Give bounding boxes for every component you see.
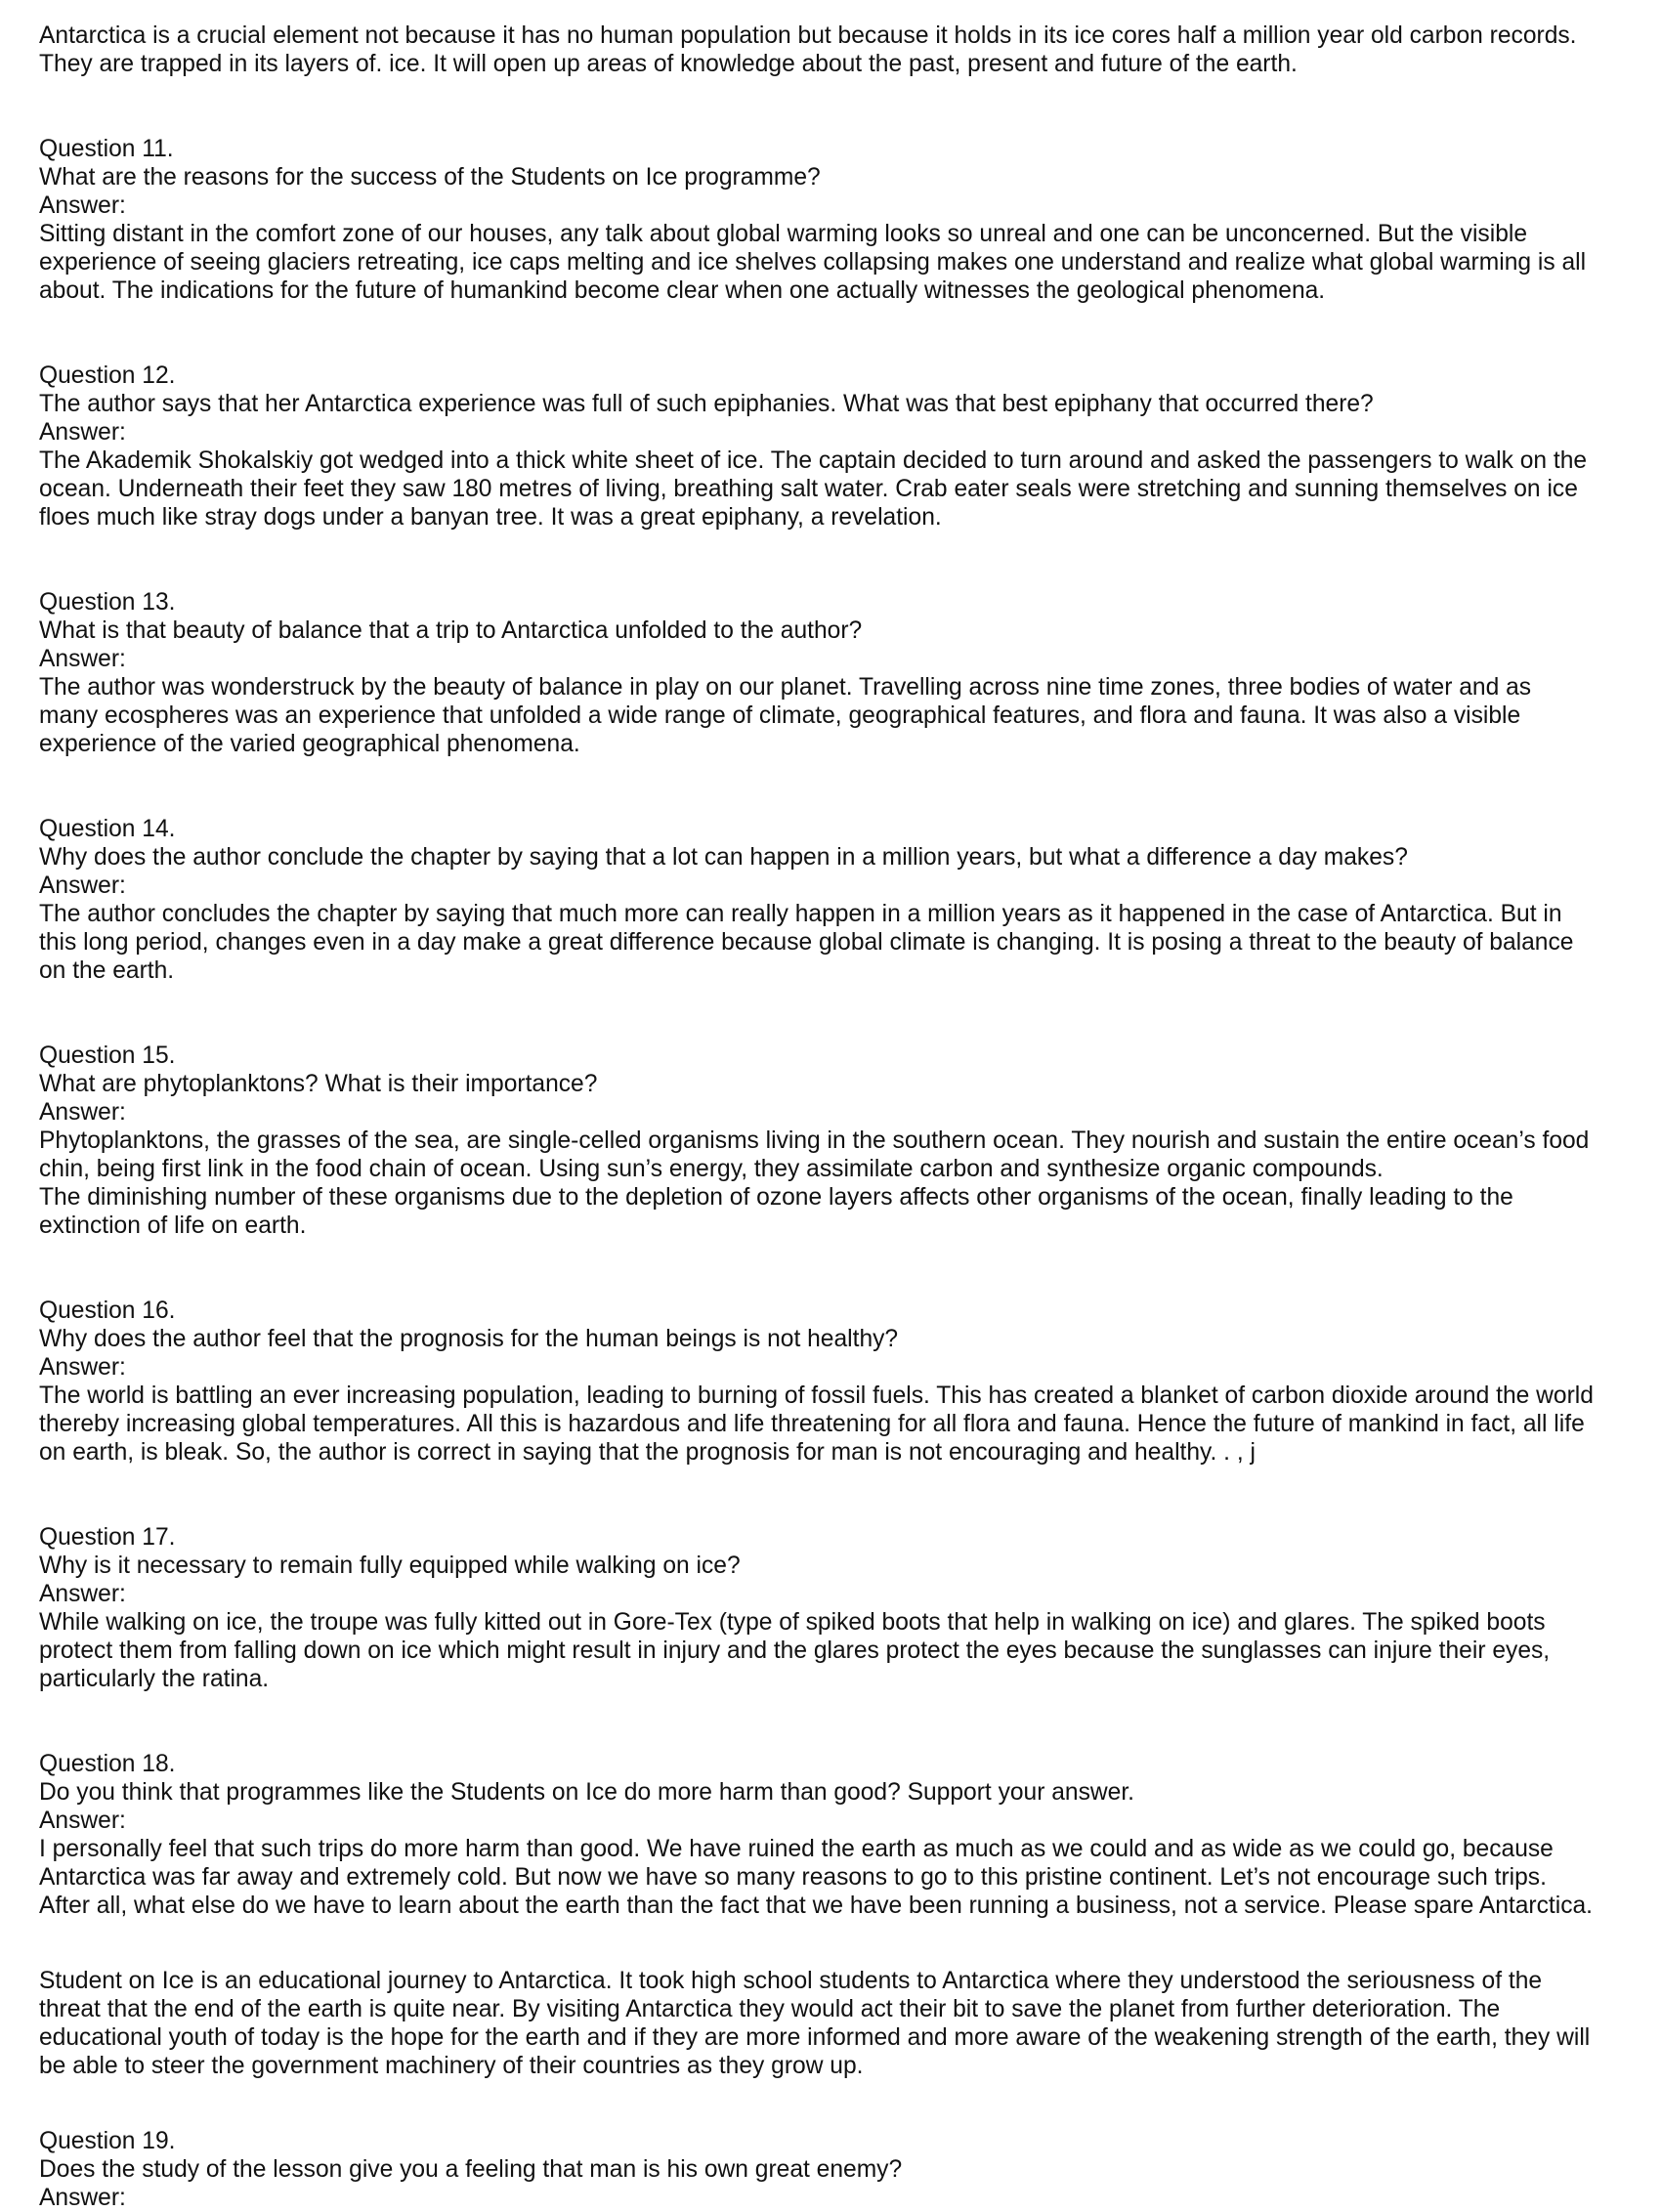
answer-line: The Akademik Shokalskiy got wedged into a thick white sheet of ice. The captain decided to turn around and asked the passengers to walk on the bbox=[39, 447, 1588, 474]
question-text: What are phytoplanktons? What is their importance? bbox=[39, 1071, 598, 1097]
question-block-11 bbox=[39, 135, 1641, 305]
answer-label: Answer: bbox=[39, 1099, 126, 1126]
answer-line: experience of seeing glaciers retreating, ice caps melting and ice shelves collapsing makes one understand and realize what global warming is all bbox=[39, 249, 1587, 276]
answer-line: many ecospheres was an experience that unfolded a wide range of climate, geographical features, and flora and fauna. It was also a visible bbox=[39, 702, 1521, 729]
question-text: Do you think that programmes like the Students on Ice do more harm than good? Support your answer. bbox=[39, 1779, 1135, 1806]
question-title: Question 14. bbox=[39, 816, 176, 842]
answer-line: thereby increasing global temperatures. All this is hazardous and life threatening for all flora and fauna. Hence the future of mankind in fact, all life bbox=[39, 1411, 1585, 1437]
question-text: Does the study of the lesson give you a feeling that man is his own great enemy? bbox=[39, 2156, 903, 2183]
text-line: threat that the end of the earth is quite near. By visiting Antarctica they would act their bit to save the planet from further deterioration. The bbox=[39, 1996, 1501, 2022]
answer-line: protect them from falling down on ice which might result in injury and the glares protect the eyes because the sunglasses can injure their eyes, bbox=[39, 1638, 1551, 1664]
answer-line: on earth, is bleak. So, the author is correct in saying that the prognosis for man is not encouraging and healthy. . , j bbox=[39, 1439, 1256, 1466]
answer-line: Sitting distant in the comfort zone of our houses, any talk about global warming looks so unreal and one can be unconcerned. But the visible bbox=[39, 221, 1528, 247]
question-block-18 bbox=[39, 1750, 1641, 1920]
question-text: What are the reasons for the success of the Students on Ice programme? bbox=[39, 164, 821, 191]
answer-line: experience of the varied geographical phenomena. bbox=[39, 731, 580, 757]
answer-line: The author was wonderstruck by the beauty of balance in play on our planet. Travelling across nine time zones, three bodies of water and as bbox=[39, 674, 1532, 701]
answer-line: The author concludes the chapter by saying that much more can really happen in a million years as it happened in the case of Antarctica. But in bbox=[39, 901, 1562, 927]
answer-line: on the earth. bbox=[39, 957, 175, 984]
question-block-13 bbox=[39, 588, 1641, 758]
question-text: The author says that her Antarctica experience was full of such epiphanies. What was that best epiphany that occurred there? bbox=[39, 391, 1374, 417]
question-text: Why is it necessary to remain fully equipped while walking on ice? bbox=[39, 1553, 741, 1579]
question-block-14 bbox=[39, 815, 1641, 985]
question-title: Question 19. bbox=[39, 2128, 176, 2154]
answer-line: The world is battling an ever increasing population, leading to burning of fossil fuels. This has created a blanket of carbon dioxide around the world bbox=[39, 1382, 1594, 1409]
answer-line: particularly the ratina. bbox=[39, 1666, 270, 1692]
answer-line: extinction of life on earth. bbox=[39, 1212, 307, 1239]
answer-label: Answer: bbox=[39, 1354, 126, 1381]
question-title: Question 15. bbox=[39, 1042, 176, 1069]
answer-label: Answer: bbox=[39, 646, 126, 672]
answer-label: Answer: bbox=[39, 419, 126, 446]
document-page bbox=[39, 21, 1641, 2212]
question-title: Question 16. bbox=[39, 1297, 176, 1324]
answer-line: this long period, changes even in a day make a great difference because global climate is changing. It is posing a threat to the beauty of balance bbox=[39, 929, 1574, 956]
question-text: What is that beauty of balance that a trip to Antarctica unfolded to the author? bbox=[39, 617, 863, 644]
question-block-16 bbox=[39, 1297, 1641, 1467]
extra-paragraph bbox=[39, 1967, 1641, 2080]
text-line: They are trapped in its layers of. ice. It will open up areas of knowledge about the past, present and future of the earth. bbox=[39, 51, 1298, 77]
text-line: educational youth of today is the hope for the earth and if they are more informed and more aware of the weakening strength of the earth, they will bbox=[39, 2024, 1591, 2051]
question-block-15 bbox=[39, 1042, 1641, 1240]
answer-label: Answer: bbox=[39, 2185, 126, 2211]
answer-line: I personally feel that such trips do more harm than good. We have ruined the earth as much as we could and as wide as we could go, because bbox=[39, 1836, 1554, 1862]
answer-label: Answer: bbox=[39, 192, 126, 219]
text-line: Student on Ice is an educational journey to Antarctica. It took high school students to Antarctica where they understood the seriousness of the bbox=[39, 1968, 1543, 1994]
answer-line: While walking on ice, the troupe was fully kitted out in Gore-Tex (type of spiked boots that help in walking on ice) and glares. The spiked boots bbox=[39, 1609, 1546, 1636]
answer-line: After all, what else do we have to learn about the earth than the fact that we have been running a business, not a service. Please spare Antarctica. bbox=[39, 1893, 1594, 1919]
question-title: Question 13. bbox=[39, 589, 176, 616]
question-title: Question 18. bbox=[39, 1751, 176, 1777]
question-block-19 bbox=[39, 2127, 1641, 2212]
question-block-12 bbox=[39, 362, 1641, 532]
question-title: Question 12. bbox=[39, 362, 176, 389]
intro-paragraph bbox=[39, 21, 1641, 78]
answer-line: about. The indications for the future of humankind become clear when one actually witnesses the geological phenomena. bbox=[39, 277, 1326, 304]
question-text: Why does the author conclude the chapter by saying that a lot can happen in a million years, but what a difference a day makes? bbox=[39, 844, 1408, 871]
text-line: Antarctica is a crucial element not because it has no human population but because it holds in its ice cores half a million year old carbon records. bbox=[39, 22, 1577, 49]
question-title: Question 17. bbox=[39, 1524, 176, 1551]
question-block-17 bbox=[39, 1523, 1641, 1693]
answer-line: floes much like stray dogs under a banyan tree. It was a great epiphany, a revelation. bbox=[39, 504, 942, 531]
answer-line: Phytoplanktons, the grasses of the sea, are single-celled organisms living in the southern ocean. They nourish and sustain the entire ocean’s food bbox=[39, 1127, 1590, 1154]
question-title: Question 11. bbox=[39, 136, 174, 162]
answer-label: Answer: bbox=[39, 1581, 126, 1607]
answer-line: Antarctica was far away and extremely cold. But now we have so many reasons to go to this pristine continent. Let’s not encourage such trips. bbox=[39, 1864, 1547, 1891]
answer-line: ocean. Underneath their feet they saw 180 metres of living, breathing salt water. Crab eater seals were stretching and sunning themselves on ice bbox=[39, 476, 1578, 502]
answer-line: The diminishing number of these organisms due to the depletion of ozone layers affects other organisms of the ocean, finally leading to the bbox=[39, 1184, 1513, 1211]
answer-label: Answer: bbox=[39, 872, 126, 899]
answer-label: Answer: bbox=[39, 1808, 126, 1834]
text-line: be able to steer the government machinery of their countries as they grow up. bbox=[39, 2053, 864, 2079]
question-text: Why does the author feel that the prognosis for the human beings is not healthy? bbox=[39, 1326, 899, 1352]
answer-line: chin, being first link in the food chain of ocean. Using sun’s energy, they assimilate carbon and synthesize organic compounds. bbox=[39, 1156, 1384, 1182]
